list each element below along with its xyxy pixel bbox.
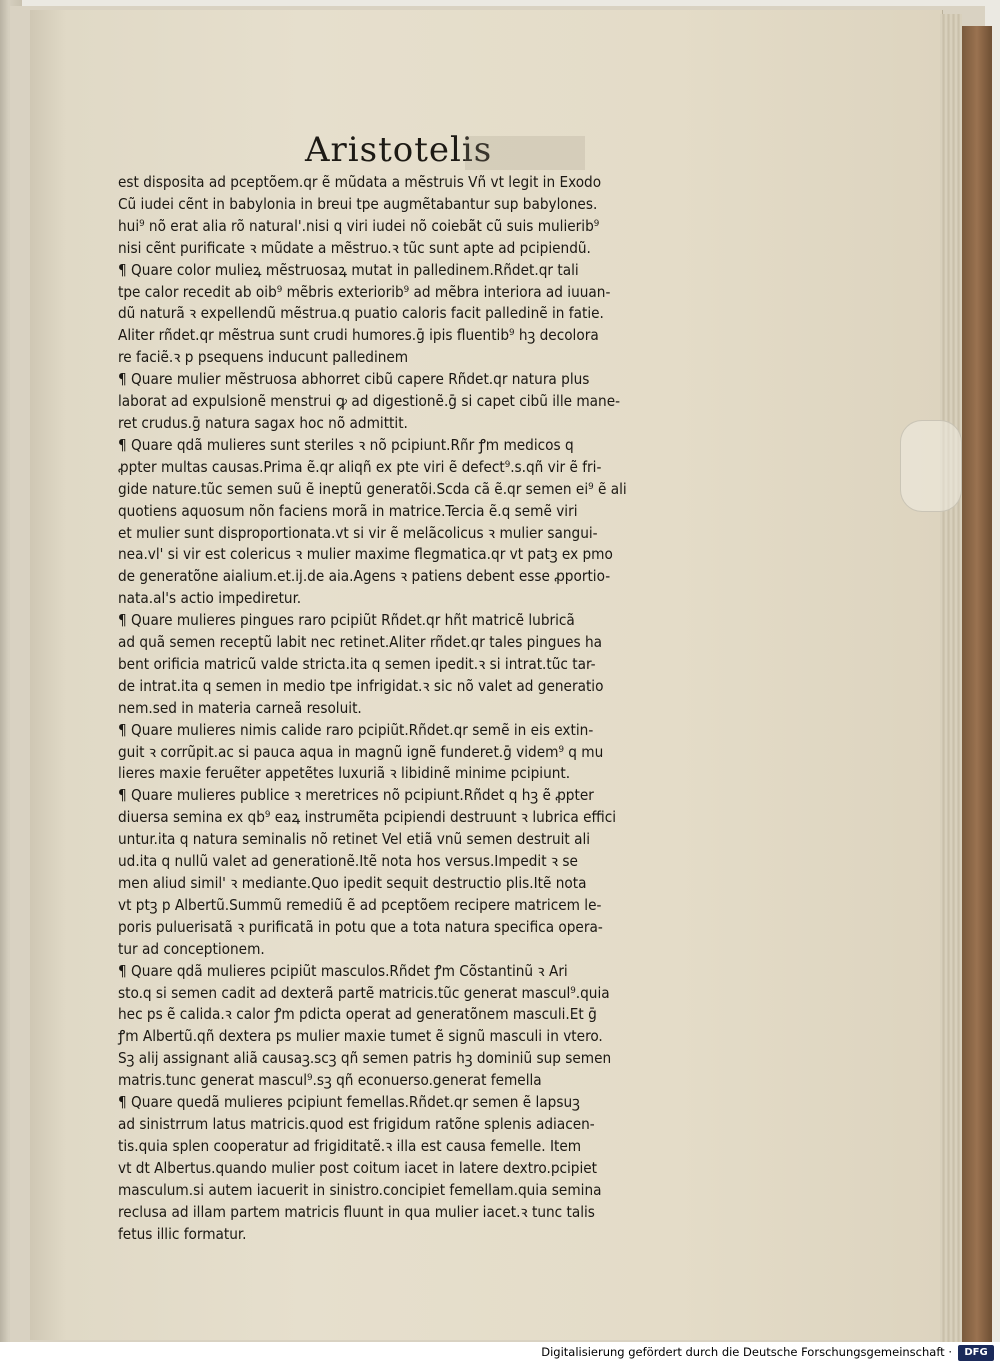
text-line: ¶ Quare mulieres nimis calide raro pcipiũt.Rñdet.qr semẽ in eis extin- [118, 720, 594, 739]
text-line: lieres maxie feruẽter appetẽtes luxuriã ꝛ libidinẽ minime pcipiunt. [118, 764, 571, 783]
text-line: ¶ Quare quedã mulieres pcipiunt femellas.Rñdet.qr semen ẽ lapsuꝫ [118, 1093, 580, 1112]
text-line: Sꝫ alij assignant aliã causaꝫ.scꝫ qñ semen patris hꝫ dominiũ sup semen [118, 1049, 612, 1068]
text-line: hec ps ẽ calida.ꝛ calor ꝭm pdicta operat ad generatõnem masculi.Et ḡ [118, 1005, 597, 1024]
text-line: men aliud simil' ꝛ mediante.Quo ipedit sequit destructio plis.Itẽ nota [118, 874, 587, 892]
text-line: ret crudus.ḡ natura sagax hoc nõ admittit. [118, 413, 408, 432]
text-line: re faciẽ.ꝛ p psequens inducunt palledinem [118, 348, 409, 367]
text-line: fetus illic formatur. [118, 1224, 247, 1243]
body-text [118, 172, 718, 1245]
text-line: nea.vl' si vir est colericus ꝛ mulier maxime flegmatica.qr vt patꝫ ex pmo [118, 545, 613, 564]
text-line: matris.tunc generat mascul⁹.sꝫ qñ econuerso.generat femella [118, 1071, 542, 1090]
text-line: dũ naturã ꝛ expellendũ mẽstrua.q puatio caloris facit palledinẽ in fatie. [118, 304, 604, 323]
text-line: reclusa ad illam partem matricis fluunt in qua mulier iacet.ꝛ tunc talis [118, 1202, 595, 1221]
text-line: tur ad conceptionem. [118, 939, 265, 958]
text-line: ¶ Quare color mulieꝝ mẽstruosaꝝ mutat in palledinem.Rñdet.qr tali [118, 260, 579, 279]
text-line: nisi cẽnt purificate ꝛ mũdate a mẽstruo.ꝛ tũc sunt apte ad pcipiendũ. [118, 238, 591, 257]
text-line: vt dt Albertus.quando mulier post coitum iacet in latere dextro.pcipiet [118, 1158, 598, 1177]
text-line: ud.ita q nullũ valet ad generationẽ.Itẽ nota hos versus.Impedit ꝛ se [118, 852, 578, 871]
text-line: ¶ Quare mulier mẽstruosa abhorret cibũ capere Rñdet.qr natura plus [118, 370, 590, 389]
text-line: hui⁹ nõ erat alia rõ natural'.nisi q viri iudei nõ coiebãt cũ suis mulierib⁹ [118, 216, 600, 235]
text-line: vt ptꝫ p Albertũ.Summũ remediũ ẽ ad pceptõem recipere matricem le- [118, 895, 602, 914]
text-line: nem.sed in materia carneã resoluit. [118, 698, 362, 717]
text-line: ꝭm Albertũ.qñ dextera ps mulier maxie tumet ẽ signũ masculi in vtero. [118, 1027, 603, 1046]
text-line: untur.ita q natura seminalis nõ retinet Vel etiã vnũ semen destruit ali [118, 830, 591, 849]
text-line: bent orificia matricũ valde stricta.ita q semen ipedit.ꝛ si intrat.tũc tar- [118, 654, 596, 673]
text-line: et mulier sunt disproportionata.vt si vir ẽ melãcolicus ꝛ mulier sangui- [118, 523, 598, 542]
text-line: est disposita ad pceptõem.qr ẽ mũdata a mẽstruis Vñ vt legit in Exodo [118, 173, 602, 191]
text-line: ¶ Quare qdã mulieres pcipiũt masculos.Rñdet ꝭm Cõstantinũ ꝛ Ari [118, 961, 568, 980]
text-line: tpe calor recedit ab oib⁹ mẽbris exteriorib⁹ ad mẽbra interiora ad iuuan- [118, 282, 611, 301]
page-heading: Aristotelis [305, 130, 493, 170]
text-line: masculum.si autem iacuerit in sinistro.concipiet femellam.quia semina [118, 1180, 602, 1199]
text-line: ad sinistrrum latus matricis.quod est frigidum ratõne splenis adiacen- [118, 1114, 595, 1133]
text-line: nata.al's actio impediretur. [118, 589, 302, 608]
footer-bar [0, 1342, 1000, 1364]
text-line: laborat ad expulsionẽ menstrui ꝙ ad digestionẽ.ḡ si capet cibũ ille mane- [118, 392, 621, 411]
text-line: Cũ iudei cẽnt in babylonia in breui tpe augmẽtabantur sup babylones. [118, 194, 598, 213]
text-line: sto.q si semen cadit ad dexterã partẽ matricis.tũc generat mascul⁹.quia [118, 983, 610, 1002]
bookmark-tab [900, 420, 962, 512]
text-line: guit ꝛ corrũpit.ac si pauca aqua in magnũ ignẽ funderet.ḡ videm⁹ q mu [118, 742, 604, 761]
dfg-logo: DFG [958, 1345, 994, 1361]
text-line: ¶ Quare mulieres publice ꝛ meretrices nõ pcipiunt.Rñdet q hꝫ ẽ ꝓpter [118, 786, 594, 805]
funding-credit: Digitalisierung gefördert durch die Deutsche Forschungsgemeinschaft · [541, 1345, 952, 1359]
text-line: ¶ Quare qdã mulieres sunt steriles ꝛ nõ pcipiunt.Rñr ꝭm medicos q [118, 435, 574, 454]
text-line: quotiens aquosum nõn faciens morã in matrice.Tercia ẽ.q semẽ viri [118, 501, 578, 520]
leather-cover [962, 26, 992, 1344]
text-line: ꝓpter multas causas.Prima ẽ.qr aliqñ ex pte viri ẽ defect⁹.s.qñ vir ẽ fri- [118, 457, 602, 476]
text-line: poris puluerisatã ꝛ purificatã in potu que a tota natura specifica opera- [118, 917, 603, 936]
fore-edge [940, 14, 962, 1344]
text-line: de intrat.ita q semen in medio tpe infrigidat.ꝛ sic nõ valet ad generatio [118, 676, 604, 695]
text-line: de generatõne aialium.et.ij.de aia.Agens ꝛ patiens debent esse ꝓportio- [118, 567, 611, 586]
text-line: gide nature.tũc semen suũ ẽ ineptũ generatõi.Scda cã ẽ.qr semen ei⁹ ẽ ali [118, 479, 627, 498]
text-line: Aliter rñdet.qr mẽstrua sunt crudi humores.ḡ ipis fluentib⁹ hꝫ decolora [118, 326, 599, 345]
text-line: tis.quia splen cooperatur ad frigiditatẽ.ꝛ illa est causa femelle. Item [118, 1136, 582, 1155]
show-through-ink [465, 136, 585, 170]
text-line: diuersa semina ex qb⁹ eaꝝ instrumẽta pcipiendi destruunt ꝛ lubrica effici [118, 808, 617, 827]
text-line: ¶ Quare mulieres pingues raro pcipiũt Rñdet.qr hñt matricẽ lubricã [118, 611, 575, 630]
text-line: ad quã semen receptũ labit nec retinet.Aliter rñdet.qr tales pingues ha [118, 633, 603, 652]
